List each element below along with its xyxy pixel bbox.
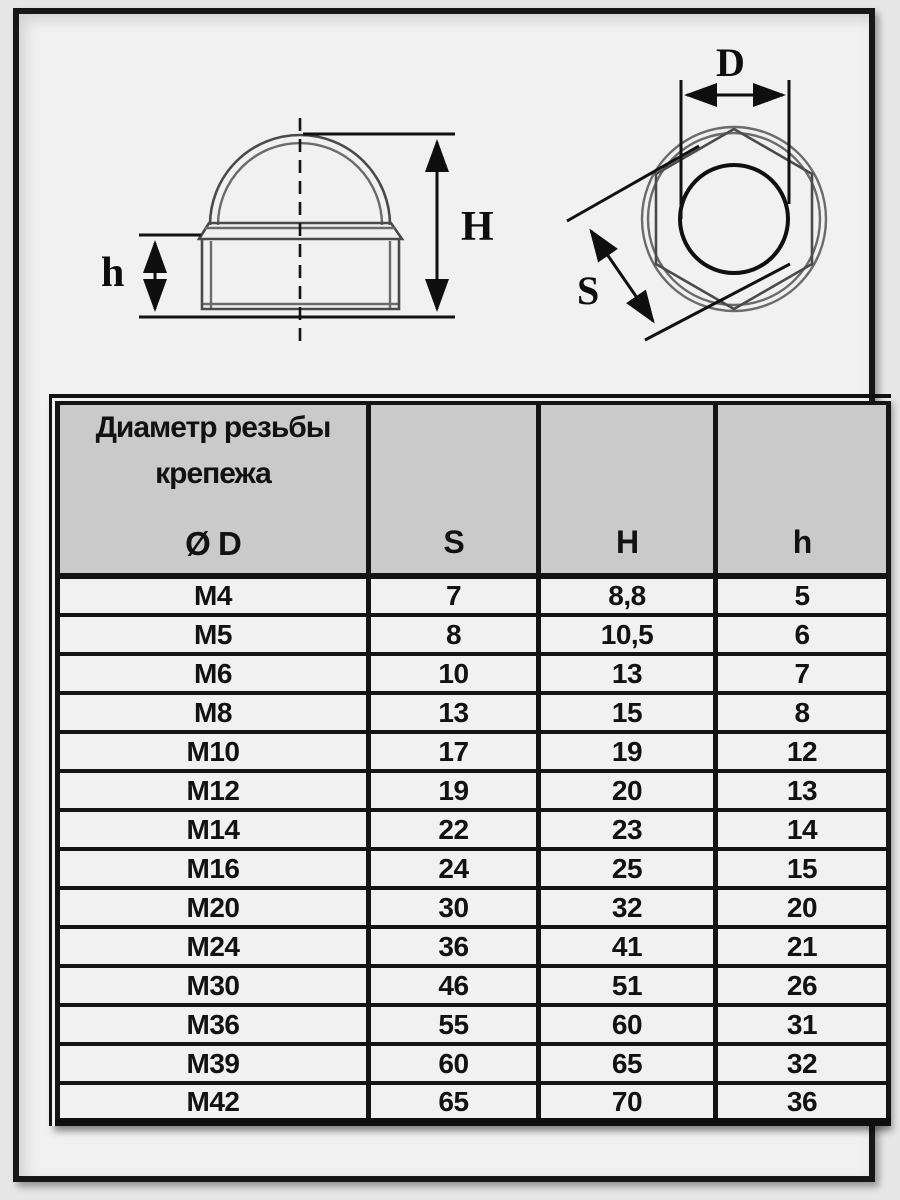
cell-size: M30 (58, 966, 369, 1005)
header-S: S (369, 403, 539, 576)
cell-size: M14 (58, 810, 369, 849)
table-row (58, 810, 889, 849)
table-row (58, 849, 889, 888)
cell-H: 65 (539, 1044, 716, 1083)
top-view-part (642, 127, 826, 311)
dimension-table (55, 401, 891, 1126)
h-dimension (139, 235, 201, 309)
header-H: H (539, 403, 716, 576)
cell-H: 13 (539, 654, 716, 693)
H-dimension (139, 134, 455, 317)
cell-size: M6 (58, 654, 369, 693)
cell-H: 32 (539, 888, 716, 927)
label-h: h (101, 250, 125, 296)
cell-H: 60 (539, 1005, 716, 1044)
cell-H: 23 (539, 810, 716, 849)
image-frame (13, 8, 875, 1182)
cell-h: 36 (716, 1083, 889, 1122)
header-h: h (716, 403, 889, 576)
cell-s: 7 (369, 576, 539, 615)
cap-nut-top-view-drawing (559, 42, 899, 364)
cell-h: 26 (716, 966, 889, 1005)
cell-s: 8 (369, 615, 539, 654)
cell-size: M24 (58, 927, 369, 966)
table-row (58, 1044, 889, 1083)
cell-h: 32 (716, 1044, 889, 1083)
table-row (58, 1005, 889, 1044)
label-D: D (716, 42, 745, 85)
cell-size: M39 (58, 1044, 369, 1083)
table-row (58, 888, 889, 927)
cell-h: 7 (716, 654, 889, 693)
cell-s: 19 (369, 771, 539, 810)
cell-h: 15 (716, 849, 889, 888)
header-line2: крепежа (155, 457, 271, 490)
cell-s: 30 (369, 888, 539, 927)
S-dimension (567, 146, 790, 340)
header-diameter-symbol: Ø D (185, 525, 241, 562)
cell-s: 65 (369, 1083, 539, 1122)
cell-h: 13 (716, 771, 889, 810)
table-header (58, 403, 889, 576)
cell-size: M12 (58, 771, 369, 810)
table-row (58, 654, 889, 693)
table-row (58, 927, 889, 966)
table-row (58, 1083, 889, 1122)
cell-s: 17 (369, 732, 539, 771)
header-thread-diameter (58, 403, 369, 576)
cell-s: 10 (369, 654, 539, 693)
cell-H: 10,5 (539, 615, 716, 654)
cell-s: 46 (369, 966, 539, 1005)
cell-h: 6 (716, 615, 889, 654)
label-S: S (577, 268, 600, 313)
header-line1: Диаметр резьбы (95, 411, 331, 444)
cell-H: 51 (539, 966, 716, 1005)
cap-nut-side-view-drawing (77, 102, 517, 368)
cell-h: 12 (716, 732, 889, 771)
cell-size: M36 (58, 1005, 369, 1044)
cell-h: 31 (716, 1005, 889, 1044)
cell-h: 8 (716, 693, 889, 732)
table-body (58, 576, 889, 1122)
cell-size: M42 (58, 1083, 369, 1122)
table-row (58, 771, 889, 810)
label-H: H (461, 204, 494, 250)
header-row (58, 403, 889, 576)
cell-H: 19 (539, 732, 716, 771)
cell-size: M5 (58, 615, 369, 654)
cell-h: 21 (716, 927, 889, 966)
cell-size: M10 (58, 732, 369, 771)
cell-size: M20 (58, 888, 369, 927)
cell-s: 22 (369, 810, 539, 849)
cell-H: 8,8 (539, 576, 716, 615)
table-row (58, 732, 889, 771)
cell-h: 14 (716, 810, 889, 849)
cell-h: 5 (716, 576, 889, 615)
cell-size: M16 (58, 849, 369, 888)
cell-size: M4 (58, 576, 369, 615)
cell-size: M8 (58, 693, 369, 732)
table-row (58, 576, 889, 615)
table-row (58, 966, 889, 1005)
cell-s: 24 (369, 849, 539, 888)
table-row (58, 615, 889, 654)
cell-H: 15 (539, 693, 716, 732)
cell-H: 25 (539, 849, 716, 888)
cell-s: 13 (369, 693, 539, 732)
cell-s: 55 (369, 1005, 539, 1044)
dimension-table-wrap (49, 394, 891, 1126)
cell-H: 41 (539, 927, 716, 966)
cell-s: 36 (369, 927, 539, 966)
cell-H: 70 (539, 1083, 716, 1122)
cell-s: 60 (369, 1044, 539, 1083)
cell-H: 20 (539, 771, 716, 810)
table-row (58, 693, 889, 732)
cell-h: 20 (716, 888, 889, 927)
